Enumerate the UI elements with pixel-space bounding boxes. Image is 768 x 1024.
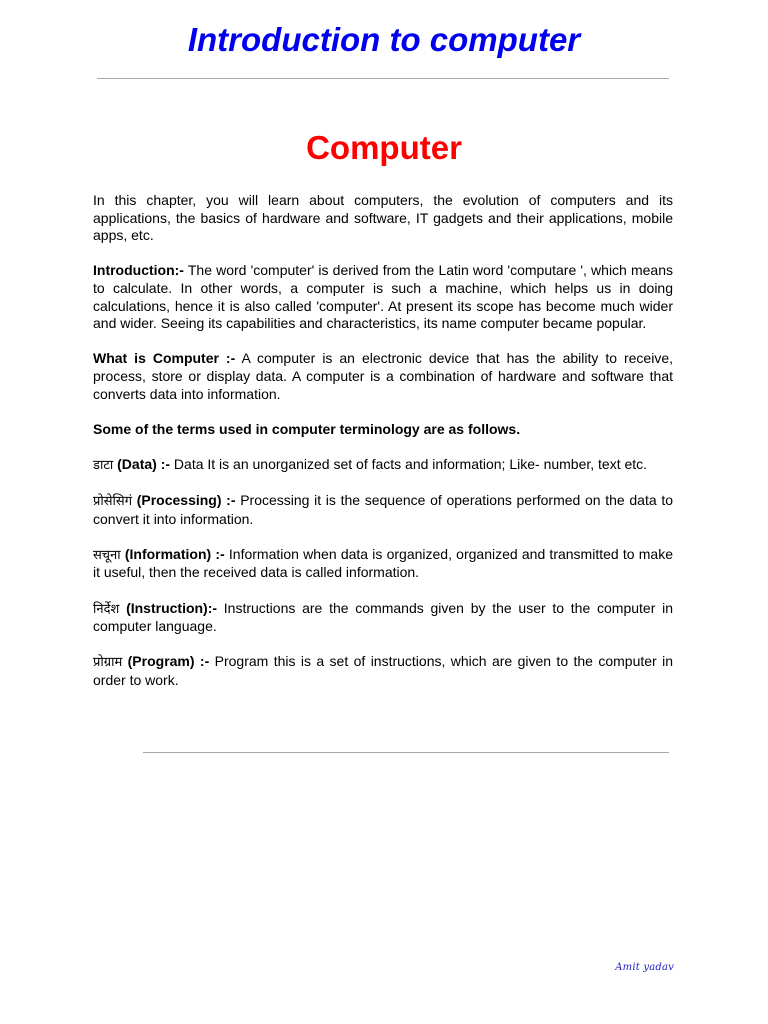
document-body: [93, 192, 673, 707]
term-processing: [93, 492, 673, 528]
term-processing-hindi: प्रोसेसिगं: [93, 494, 133, 510]
term-instruction: [93, 600, 673, 636]
term-processing-text: Processing it is the sequence of operations performed on the data to convert it into information.: [93, 492, 673, 527]
document-title: Introduction to computer: [187, 21, 581, 58]
term-information-label: (Information) :-: [120, 545, 225, 562]
footer-divider: [143, 752, 669, 753]
introduction-label: Introduction:-: [93, 262, 184, 279]
what-is-computer-paragraph: [93, 350, 673, 403]
term-data-text: Data It is an unorganized set of facts and information; Like- number, text etc.: [170, 455, 648, 472]
what-is-computer-text: A computer is an electronic device that has the ability to receive, process, store or display data. A computer is a combination of hardware and software that converts data into information.: [93, 350, 673, 402]
terms-heading: [93, 421, 673, 439]
introduction-paragraph: [93, 262, 673, 332]
term-data-label: (Data) :-: [113, 455, 171, 472]
header-divider: [97, 78, 669, 79]
term-processing-label: (Processing) :-: [132, 492, 236, 509]
term-program-text: Program this is a set of instructions, which are given to the computer in order to work.: [93, 653, 673, 689]
introduction-text: The word 'computer' is derived from the Latin word 'computare ', which means to calculate. In other words, a computer is such a machine, which helps us in doing calculations, hence it is also called 'computer'. At present its scope has become much wider and wider. Seeing its capabilities and characteristics, its name computer became popular.: [93, 262, 673, 332]
term-program: [93, 653, 673, 689]
section-title: Computer: [306, 129, 462, 166]
term-information-hindi: सचूना: [93, 547, 121, 563]
term-instruction-hindi: निर्देश: [93, 601, 120, 617]
author-signature: Amit yadav: [615, 962, 674, 973]
term-information: [93, 546, 673, 582]
term-program-hindi: प्रोग्राम: [93, 655, 123, 671]
term-data-hindi: डाटा: [93, 457, 114, 473]
what-is-computer-label: What is Computer :-: [93, 350, 236, 367]
term-information-text: Information when data is organized, organized and transmitted to make it useful, then the received data is called information.: [93, 545, 673, 581]
terms-heading-text: Some of the terms used in computer terminology are as follows.: [93, 420, 521, 437]
term-data: [93, 456, 673, 475]
term-instruction-text: Instructions are the commands given by the user to the computer in computer language.: [93, 599, 673, 635]
term-instruction-label: (Instruction):-: [119, 599, 218, 616]
intro-paragraph: In this chapter, you will learn about computers, the evolution of computers and its applications, the basics of hardware and software, IT gadgets and their applications, mobile apps, etc.: [93, 192, 673, 244]
term-program-label: (Program) :-: [122, 653, 210, 670]
